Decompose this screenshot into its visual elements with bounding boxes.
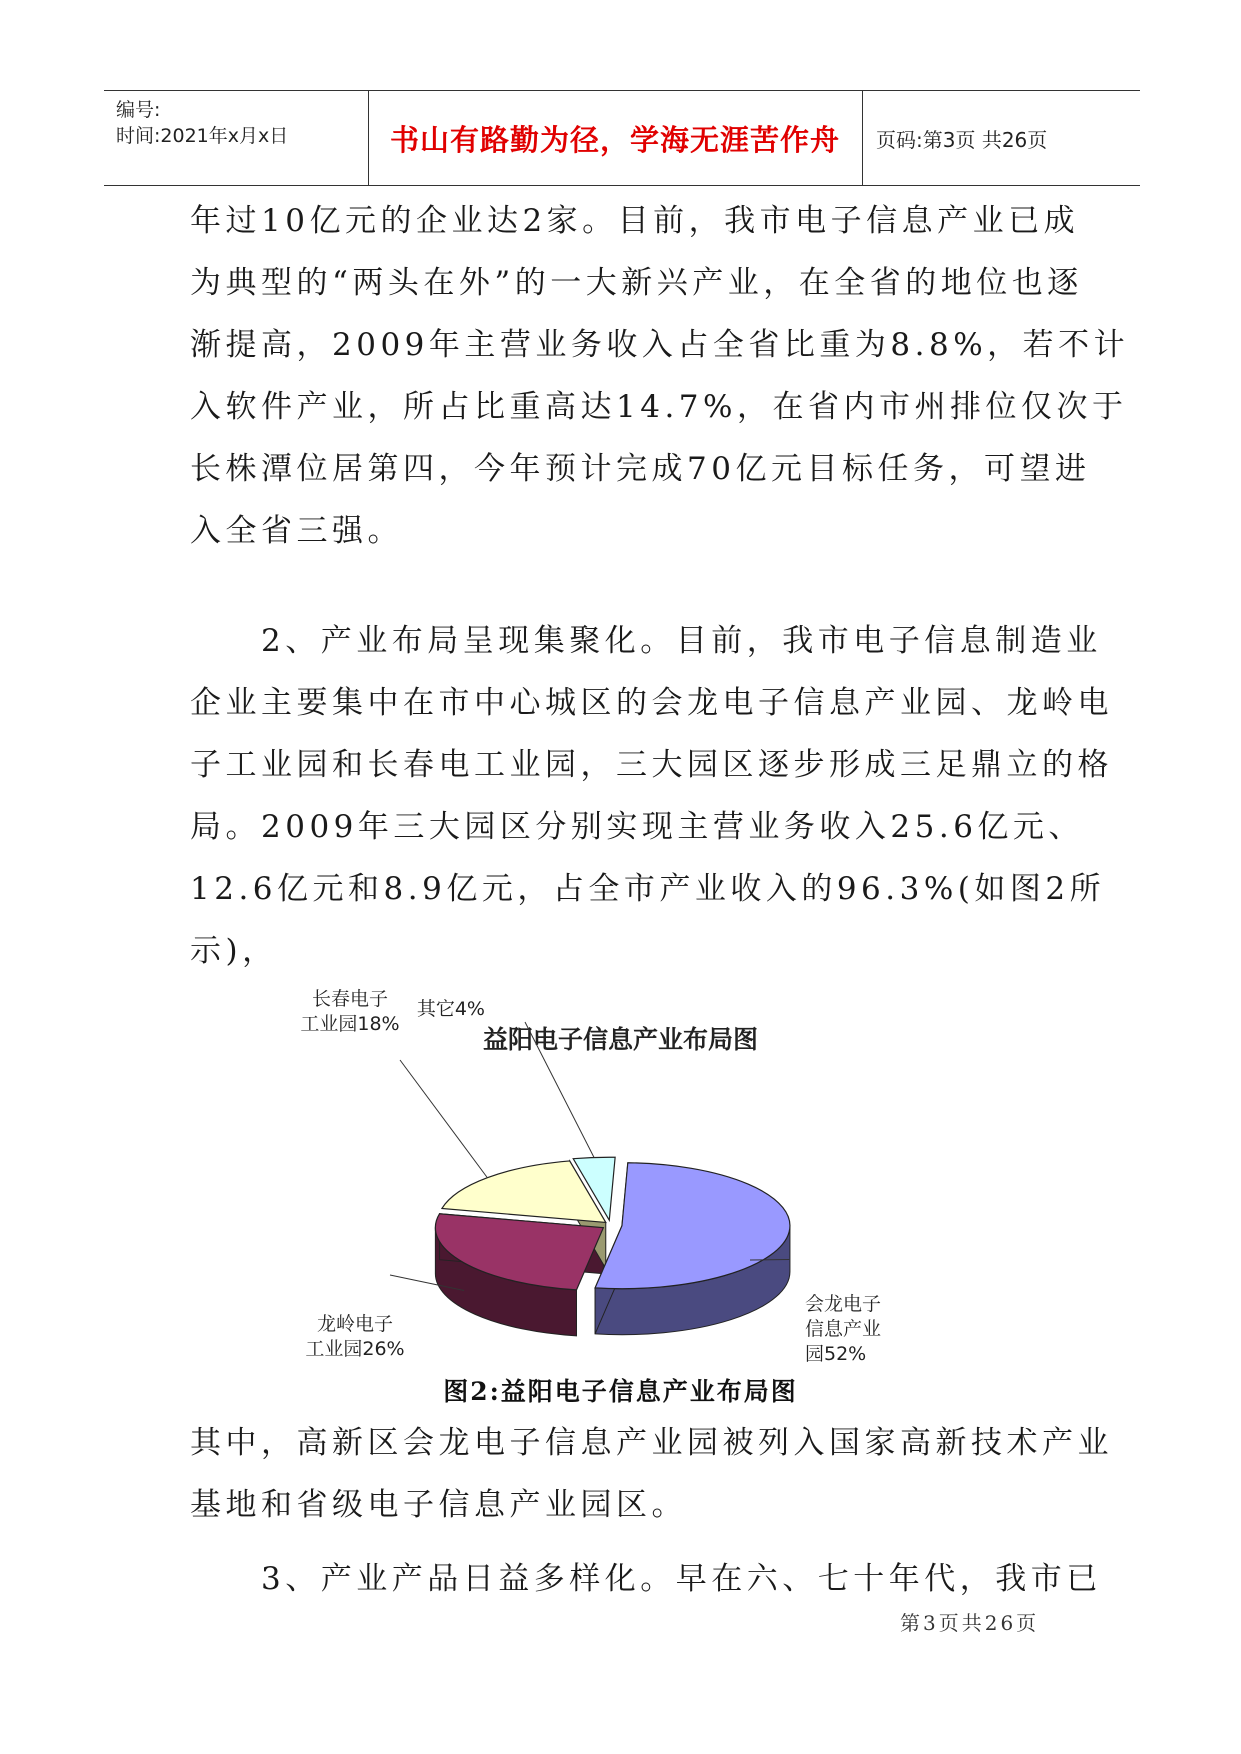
paragraph-2 [190, 610, 1113, 982]
pie-leader-line [400, 1060, 487, 1178]
pie-label-text: 工业园18% [300, 1013, 400, 1035]
paragraph-3 [190, 1412, 1113, 1536]
pie-label-text: 园52% [805, 1343, 867, 1365]
doc-number-label: 编号: [116, 99, 161, 121]
text-line: 入全省三强。 [190, 513, 403, 549]
paragraph-1 [190, 190, 1130, 562]
header-page-cell [862, 91, 1140, 185]
pie-label-text: 信息产业 [805, 1318, 882, 1340]
doc-time-label: 时间:2021年x月x日 [116, 125, 289, 147]
text-line: 年过10亿元的企业达2家。目前，我市电子信息产业已成 [190, 203, 1080, 239]
pie-label-text: 工业园26% [305, 1338, 405, 1360]
text-line: 3、产业产品日益多样化。早在六、七十年代，我市已 [190, 1561, 1102, 1597]
motto-text: 书山有路勤为径，学海无涯苦作舟 [389, 122, 840, 157]
text-line: 局。2009年三大园区分别实现主营业务收入25.6亿元、 [190, 809, 1084, 845]
pie-label-text: 长春电子 [311, 988, 389, 1010]
page-header [104, 90, 1140, 186]
text-line: 基地和省级电子信息产业园区。 [190, 1487, 687, 1523]
chart-title: 益阳电子信息产业布局图 [482, 1025, 758, 1054]
text-line: 其中，高新区会龙电子信息产业园被列入国家高新技术产业 [190, 1425, 1113, 1461]
pie-label-text: 其它4% [416, 998, 485, 1020]
header-page-info: 页码:第3页 共26页 [876, 127, 1048, 152]
pie-label-text: 龙岭电子 [316, 1313, 394, 1335]
text-line: 企业主要集中在市中心城区的会龙电子信息产业园、龙岭电 [190, 685, 1113, 721]
text-line: 12.6亿元和8.9亿元，占全市产业收入的96.3%(如图2所 [190, 871, 1106, 907]
paragraph-4 [190, 1548, 1102, 1610]
text-line: 渐提高，2009年主营业务收入占全省比重为8.8%，若不计 [190, 327, 1130, 363]
text-line: 示)， [190, 933, 278, 969]
figure-caption: 图2:益阳电子信息产业布局图 [443, 1377, 798, 1406]
header-motto-cell [368, 91, 863, 185]
text-line: 子工业园和长春电工业园，三大园区逐步形成三足鼎立的格 [190, 747, 1113, 783]
header-meta [104, 91, 369, 185]
pie-tops-group [435, 1157, 790, 1290]
text-line: 为典型的“两头在外”的一大新兴产业，在全省的地位也逐 [190, 265, 1083, 301]
pie-leader-line [750, 1259, 789, 1260]
text-line: 入软件产业，所占比重高达14.7%，在省内市州排位仅次于 [190, 389, 1128, 425]
text-line: 2、产业布局呈现集聚化。目前，我市电子信息制造业 [190, 623, 1102, 659]
text-line: 长株潭位居第四，今年预计完成70亿元目标任务，可望进 [190, 451, 1091, 487]
pie-label-text: 会龙电子 [805, 1293, 882, 1315]
page-footer: 第3页共26页 [900, 1611, 1040, 1635]
